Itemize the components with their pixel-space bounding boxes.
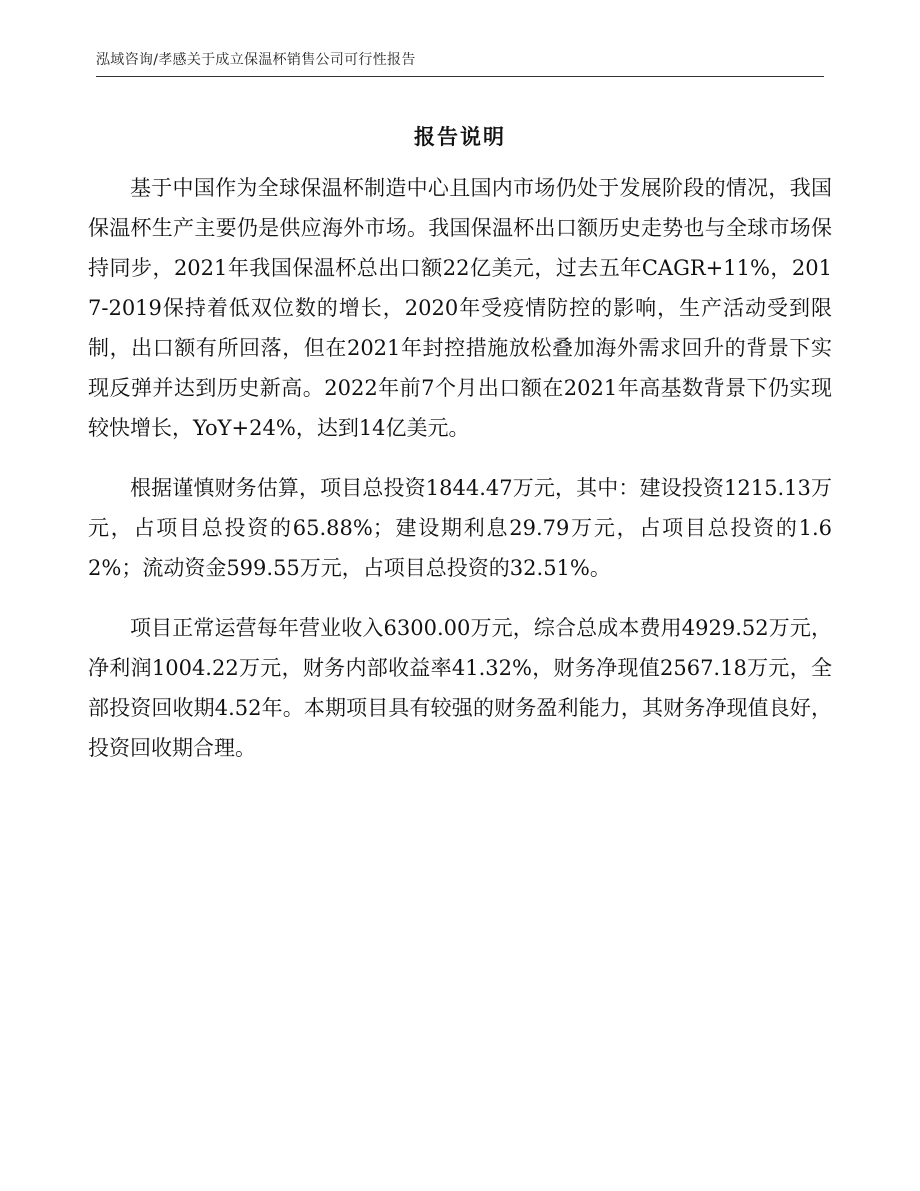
page-title: 报告说明 (414, 125, 506, 149)
running-header: 泓域咨询/孝感关于成立保温杯销售公司可行性报告 (96, 52, 416, 68)
paragraph-investment-estimate: 根据谨慎财务估算，项目总投资1844.47万元，其中：建设投资1215.13万元，占项目总投资的65.88%；建设期利息29.79万元，占项目总投资的1.62%；流动资金599.55万元，占项目总投资的32.51%。 (88, 476, 832, 580)
paragraph-financial-performance: 项目正常运营每年营业收入6300.00万元，综合总成本费用4929.52万元，净利润1004.22万元，财务内部收益率41.32%，财务净现值2567.18万元，全部投资回收期4.52年。本期项目具有较强的财务盈利能力，其财务净现值良好，投资回收期合理。 (88, 616, 832, 760)
paragraph-market-background: 基于中国作为全球保温杯制造中心且国内市场仍处于发展阶段的情况，我国保温杯生产主要仍是供应海外市场。我国保温杯出口额历史走势也与全球市场保持同步，2021年我国保温杯总出口额22亿美元，过去五年CAGR+11%，2017-2019保持着低双位数的增长，2020年受疫情防控的影响，生产活动受到限制，出口额有所回落，但在2021年封控措施放松叠加海外需求回升的背景下实现反弹并达到历史新高。2022年前7个月出口额在2021年高基数背景下仍实现较快增长，YoY+24%，达到14亿美元。 (88, 176, 832, 440)
report-body (88, 168, 832, 768)
header-divider (96, 76, 824, 77)
